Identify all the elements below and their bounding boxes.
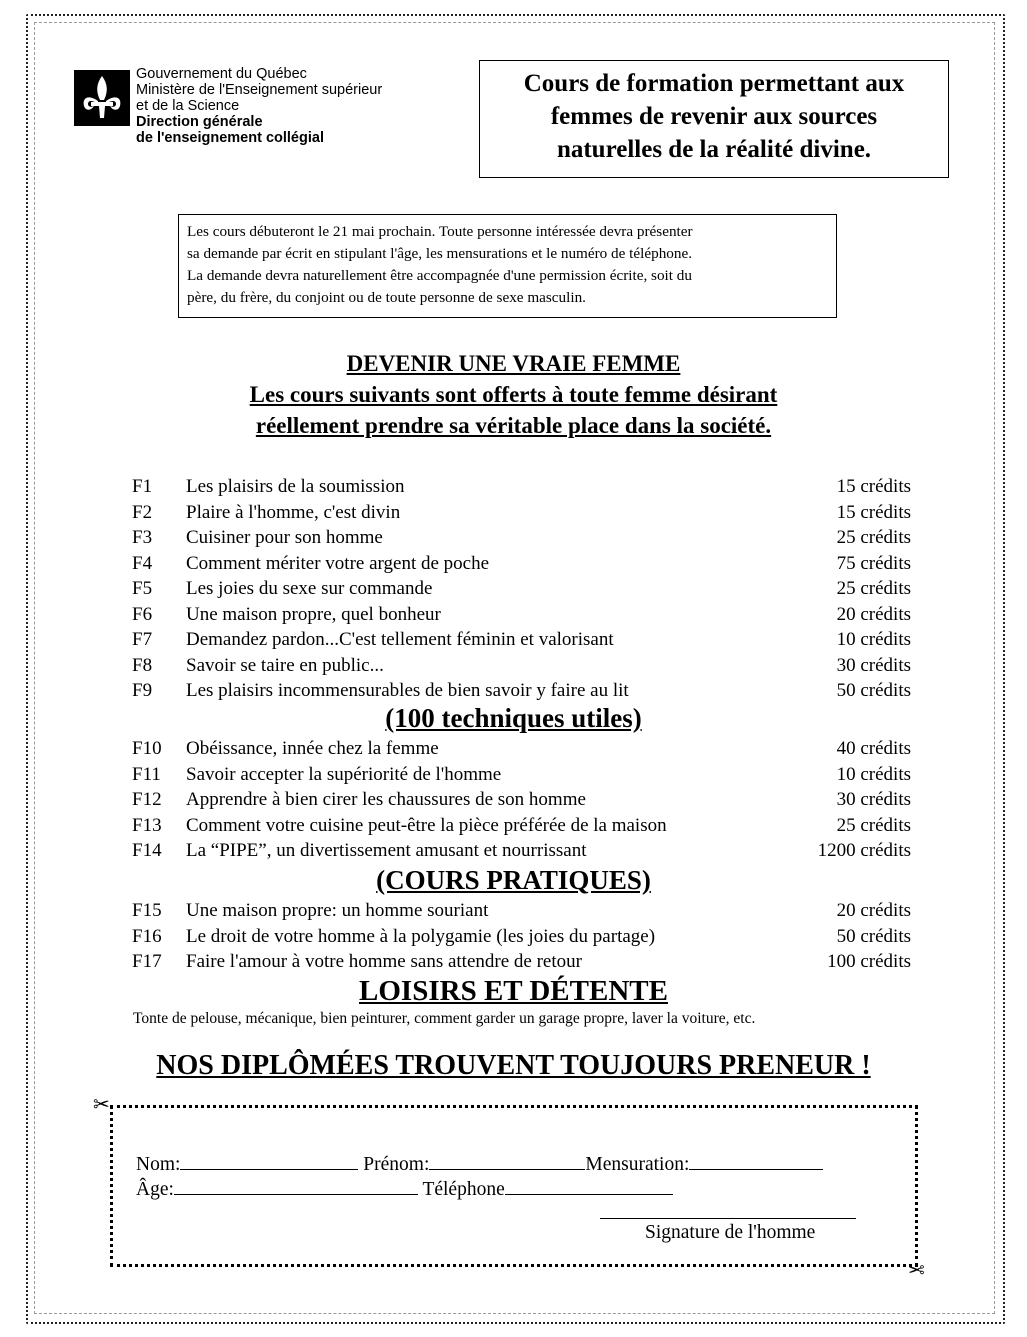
course-code: F3: [132, 527, 153, 548]
notice-line: père, du frère, du conjoint ou de toute personne de sexe masculin.: [187, 289, 586, 306]
fleur-de-lis-icon: [74, 70, 130, 126]
title-line: Cours de formation permettant aux: [523, 70, 905, 97]
age-label: Âge:: [136, 1179, 174, 1200]
notice-box: [178, 214, 837, 318]
course-credits: 25 crédits: [836, 578, 911, 599]
course-credits: 100 crédits: [827, 951, 911, 972]
course-title: Savoir se taire en public...: [186, 654, 384, 676]
course-code: F15: [132, 900, 162, 921]
course-title: Cuisiner pour son homme: [186, 527, 383, 548]
notice-line: sa demande par écrit en stipulant l'âge, les mensurations et le numéro de téléphone.: [187, 245, 693, 262]
course-credits: 1200 crédits: [817, 840, 911, 861]
loisirs-text: Tonte de pelouse, mécanique, bien peinturer, comment garder un garage propre, laver la voiture, etc.: [133, 1010, 756, 1027]
course-credits: 30 crédits: [836, 654, 911, 676]
course-row: [0, 553, 1027, 579]
nom-label: Nom:: [136, 1154, 181, 1175]
course-credits: 75 crédits: [836, 552, 911, 574]
course-title: Savoir accepter la supériorité de l'homme: [186, 763, 502, 785]
course-title: Les plaisirs de la soumission: [186, 476, 405, 497]
course-title: Les joies du sexe sur commande: [186, 578, 433, 599]
telephone-field[interactable]: [505, 1176, 673, 1195]
course-title: Comment mériter votre argent de poche: [186, 552, 490, 574]
course-code: F10: [132, 738, 162, 759]
course-row: [0, 840, 1027, 866]
signature-field[interactable]: [600, 1218, 856, 1219]
prenom-field[interactable]: [429, 1151, 585, 1170]
course-code: F12: [132, 789, 162, 810]
course-row: [0, 738, 1027, 764]
course-code: F2: [132, 501, 153, 523]
course-title: Le droit de votre homme à la polygamie (les joies du partage): [186, 925, 656, 947]
scissors-icon: ✂: [908, 1258, 925, 1282]
course-credits: 40 crédits: [836, 738, 911, 759]
prenom-label: Prénom:: [363, 1154, 430, 1175]
title-line: naturelles de la réalité divine.: [556, 136, 872, 163]
sub-heading: réellement prendre sa véritable place dans la société.: [255, 413, 772, 438]
course-credits: 20 crédits: [836, 603, 911, 625]
course-credits: 25 crédits: [836, 814, 911, 836]
gov-line: Ministère de l'Enseignement supérieur: [136, 82, 383, 98]
section-heading-pratiques: (COURS PRATIQUES): [376, 865, 651, 895]
gov-line: de l'enseignement collégial: [136, 130, 324, 146]
course-title: Comment votre cuisine peut-être la pièce préférée de la maison: [186, 814, 667, 836]
nom-field[interactable]: [180, 1151, 358, 1170]
scissors-icon: ✂: [93, 1092, 110, 1116]
course-row: [0, 789, 1027, 815]
title-line: femmes de revenir aux sources: [550, 103, 878, 130]
course-title: Une maison propre: un homme souriant: [186, 900, 489, 921]
notice-line: Les cours débuteront le 21 mai prochain. Toute personne intéressée devra présenter: [187, 223, 693, 240]
course-row: [0, 629, 1027, 655]
course-code: F11: [132, 763, 161, 785]
course-row: [0, 604, 1027, 630]
course-code: F5: [132, 578, 153, 599]
loisirs-heading: LOISIRS ET DÉTENTE: [359, 975, 668, 1007]
course-credits: 25 crédits: [836, 527, 911, 548]
course-row: [0, 578, 1027, 604]
course-credits: 50 crédits: [836, 925, 911, 947]
course-row: [0, 764, 1027, 790]
course-code: F7: [132, 629, 153, 650]
course-credits: 20 crédits: [836, 900, 911, 921]
course-credits: 10 crédits: [836, 629, 911, 650]
form-row-1: [136, 1151, 823, 1176]
course-row: [0, 900, 1027, 926]
course-code: F14: [132, 840, 162, 861]
ministry-name: [136, 66, 382, 146]
course-credits: 10 crédits: [836, 763, 911, 785]
course-title: Une maison propre, quel bonheur: [186, 603, 441, 625]
gov-line: et de la Science: [136, 98, 240, 114]
course-title: Obéissance, innée chez la femme: [186, 738, 439, 759]
course-credits: 15 crédits: [836, 476, 911, 497]
course-row: [0, 502, 1027, 528]
course-title: Les plaisirs incommensurables de bien savoir y faire au lit: [186, 680, 629, 701]
course-code: F9: [132, 680, 153, 701]
notice-line: La demande devra naturellement être accompagnée d'une permission écrite, soit du: [187, 267, 692, 284]
government-header: [74, 66, 464, 160]
mensuration-field[interactable]: [689, 1151, 823, 1170]
form-row-2: [136, 1176, 673, 1201]
course-row: [0, 815, 1027, 841]
course-code: F17: [132, 951, 162, 972]
gov-line: Direction générale: [136, 114, 263, 130]
age-field[interactable]: [174, 1176, 418, 1195]
document-title: [479, 60, 949, 178]
course-title: La “PIPE”, un divertissement amusant et nourrissant: [186, 840, 587, 861]
course-code: F6: [132, 603, 153, 625]
course-row: [0, 951, 1027, 977]
signature-label: Signature de l'homme: [645, 1222, 816, 1243]
mensuration-label: Mensuration:: [585, 1154, 690, 1175]
course-code: F13: [132, 814, 162, 836]
telephone-label: Téléphone: [422, 1179, 505, 1200]
slogan: NOS DIPLÔMÉES TROUVENT TOUJOURS PRENEUR !: [156, 1050, 871, 1081]
sub-heading: Les cours suivants sont offerts à toute femme désirant: [249, 382, 778, 407]
course-credits: 50 crédits: [836, 680, 911, 701]
course-row: [0, 527, 1027, 553]
course-code: F4: [132, 552, 153, 574]
course-credits: 15 crédits: [836, 501, 911, 523]
course-code: F1: [132, 476, 153, 497]
main-heading: DEVENIR UNE VRAIE FEMME: [346, 351, 681, 376]
gov-line: Gouvernement du Québec: [136, 66, 307, 82]
course-row: [0, 476, 1027, 502]
course-title: Demandez pardon...C'est tellement féminin et valorisant: [186, 629, 614, 650]
course-code: F8: [132, 654, 153, 676]
course-title: Plaire à l'homme, c'est divin: [186, 501, 401, 523]
course-row: [0, 655, 1027, 681]
section-heading-techniques: (100 techniques utiles): [385, 703, 642, 733]
course-row: [0, 926, 1027, 952]
course-title: Faire l'amour à votre homme sans attendre de retour: [186, 951, 582, 972]
course-code: F16: [132, 925, 162, 947]
course-title: Apprendre à bien cirer les chaussures de son homme: [186, 789, 586, 810]
course-credits: 30 crédits: [836, 789, 911, 810]
